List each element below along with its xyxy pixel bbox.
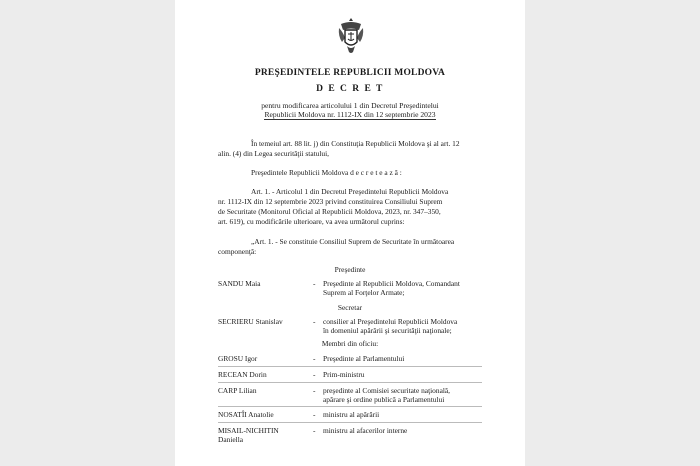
member-name: RECEAN Dorin (218, 370, 267, 379)
document-type: D E C R E T (316, 84, 384, 94)
member-name: GROSU Igor (218, 354, 258, 363)
article-line-3: de Securitate (Monitorul Oficial al Republicii Moldova, 2023, nr. 347–350, (218, 207, 441, 216)
member-name-continued: Daniella (218, 435, 244, 444)
decree-formula: Preşedintele Republicii Moldova d e c r e t e a z ă : (251, 168, 402, 177)
member-name: CARP Lilian (218, 386, 257, 395)
member-name: NOSATÎI Anatolie (218, 410, 274, 419)
article-line-4: art. 619), cu modificările ulterioare, va avea următorul cuprins: (218, 217, 405, 226)
quote-line-1: „Art. 1. - Se constituie Consiliul Suprem de Securitate în următoarea (251, 237, 455, 246)
article-line-1: Art. 1. - Articolul 1 din Decretul Preşedintelui Republicii Moldova (251, 187, 449, 196)
decree-subject-line-1: pentru modificarea articolului 1 din Decretul Preşedintelui (261, 101, 439, 110)
section-members-heading: Membri din oficiu: (321, 339, 379, 348)
secretary-role-line-1: consilier al Preşedintelui Republicii Moldova (323, 317, 458, 326)
preamble-line-2: alin. (4) din Legea securităţii statului, (218, 149, 330, 158)
document-page: PREŞEDINTELE REPUBLICII MOLDOVA D E C R E T pentru modificarea articolului 1 din Decretul Preşedintelui Republicii Moldova nr. 1112-IX din 12 septembrie 2023 În temeiul art. 88 lit. j) din Constituţia Republicii Moldova şi al art. 12 alin. (4) din Legea securităţii statului, Preşedintele Republicii Moldova d e c r e t e a z ă : Art. 1. - Articolul 1 din Decretul Preşedintelui Republicii Moldova nr. 1112-IX din 12 septembrie 2023 privind constituirea Consiliului Suprem de Securitate (Monitorul Oficial al Republicii Moldova, 2023, nr. 347–350, art. 619), cu modificările ulterioare, va avea următorul cuprins: „Art. 1. - Se constituie Consiliul Suprem de Securitate în următoarea componenţă: Preşedinte SANDU Maia - Preşedinte al Republicii Moldova, Comandant Suprem al Forţelor Armate; Secretar SECRIERU Stanislav - consilier al Preşedintelui Republicii Moldova în domeniul apărării şi securităţii naţionale; Membri din oficiu: GROSU Igor - Preşedinte al Parlamentului RECEAN Dorin - Prim-ministru CARP Lilian - preşedinte al Comisiei securitate naţională, apărare şi ordine publică a Parlamentului NOSATÎI Anatolie - ministru al apărării MISAIL-NICHITIN Daniella - ministru al afacerilor interne (175, 0, 525, 466)
president-role-line-1: Preşedinte al Republicii Moldova, Comandant (323, 279, 460, 288)
section-secretary-heading: Secretar (337, 303, 363, 312)
row-divider (218, 406, 482, 407)
secretary-role-line-2: în domeniul apărării şi securităţii naţionale; (323, 326, 452, 335)
secretary-name: SECRIERU Stanislav (218, 317, 283, 326)
row-divider (218, 422, 482, 423)
quote-line-2: componenţă: (218, 247, 257, 256)
issuer-title: PREŞEDINTELE REPUBLICII MOLDOVA (254, 68, 446, 78)
row-divider (218, 366, 482, 367)
member-name: MISAIL-NICHITIN (218, 426, 279, 435)
row-divider (218, 382, 482, 383)
president-name: SANDU Maia (218, 279, 261, 288)
coat-of-arms-emblem (337, 16, 365, 56)
article-line-2: nr. 1112-IX din 12 septembrie 2023 privind constituirea Consiliului Suprem (218, 197, 443, 206)
section-president-heading: Preşedinte (334, 265, 366, 274)
preamble-line-1: În temeiul art. 88 lit. j) din Constituţia Republicii Moldova şi al art. 12 (251, 139, 460, 148)
president-role-line-2: Suprem al Forţelor Armate; (323, 288, 405, 297)
decree-subject-line-2: Republicii Moldova nr. 1112-IX din 12 septembrie 2023 (264, 110, 436, 119)
